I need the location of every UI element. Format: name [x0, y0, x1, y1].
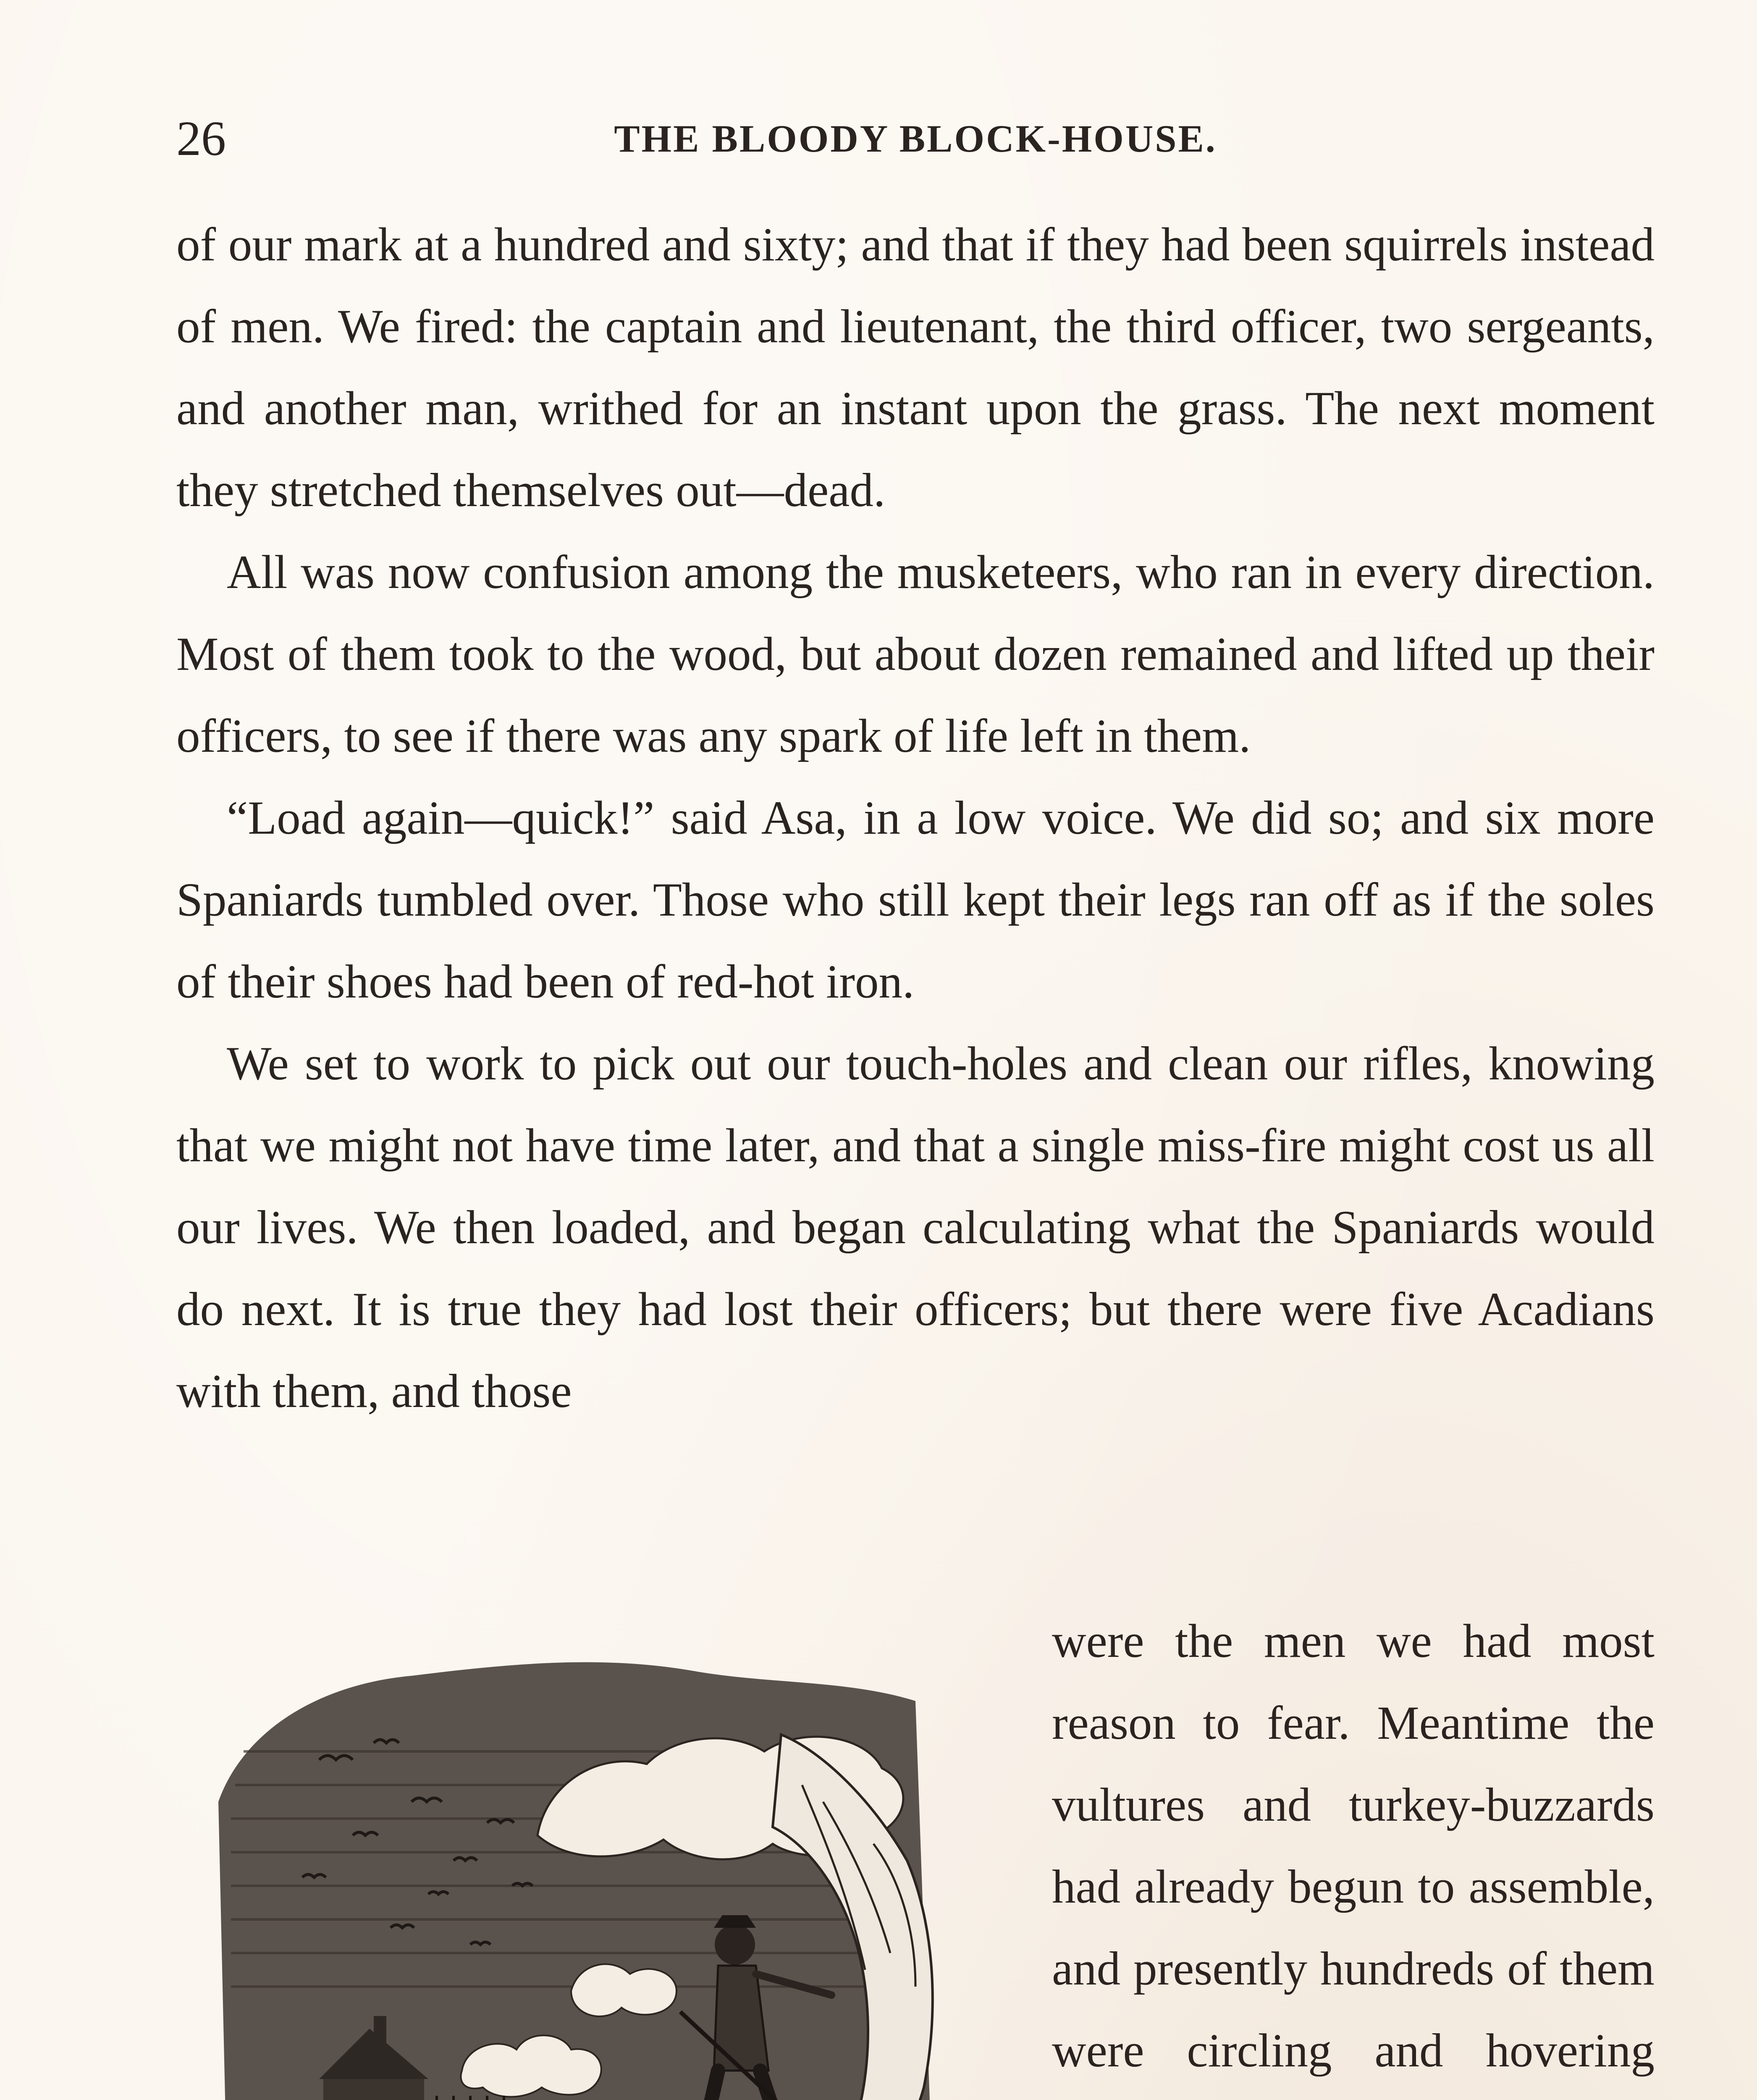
page-header: [176, 105, 1655, 172]
illustration-wrap-area: [176, 1600, 1655, 2100]
paragraph-4: We set to work to pick out our touch-holes and clean our rifles, knowing that we might not have time later, and that a single miss-fire might cost us all our lives. We then loaded, and began calculating what the Spaniards would do next. It is true they had lost their officers; but there were five Acadians with them, and those: [176, 1037, 1655, 1418]
paragraph-3: “Load again—quick!” said Asa, in a low voice. We did so; and six more Spaniards tumbled over. Those who still kept their legs ran off as if the soles of their shoes had been of red-hot iron.: [176, 792, 1655, 1008]
paragraph-4-continued: were the men we had most reason to fear. Meantime the vultures and turkey-buzzards had already begun to assemble, and presently hundreds of them were circling and hovering: [1052, 1615, 1655, 2077]
sky-shading: [218, 1662, 932, 2100]
paragraph-1: of our mark at a hundred and sixty; and that if they had been squirrels instead of men. We fired: the captain and lieutenant, the third officer, two sergeants, and another man, writhed for an instant upon the grass. The next moment they stretched themselves out—dead.: [176, 218, 1655, 517]
body-text-side: [1052, 1600, 1655, 2100]
illustration-figure: [176, 1625, 1058, 2100]
page-number: 26: [176, 111, 226, 166]
woodcut-illustration: [193, 1625, 1041, 2100]
cloud-small: [571, 1964, 677, 2016]
body-text-top: [176, 204, 1655, 1432]
running-title: THE BLOODY BLOCK-HOUSE.: [614, 117, 1217, 160]
paragraph-2: All was now confusion among the musketeers, who ran in every direction. Most of them took to the wood, but about dozen remained and lifted up their officers, to see if there was any spark of life left in them.: [176, 546, 1655, 762]
